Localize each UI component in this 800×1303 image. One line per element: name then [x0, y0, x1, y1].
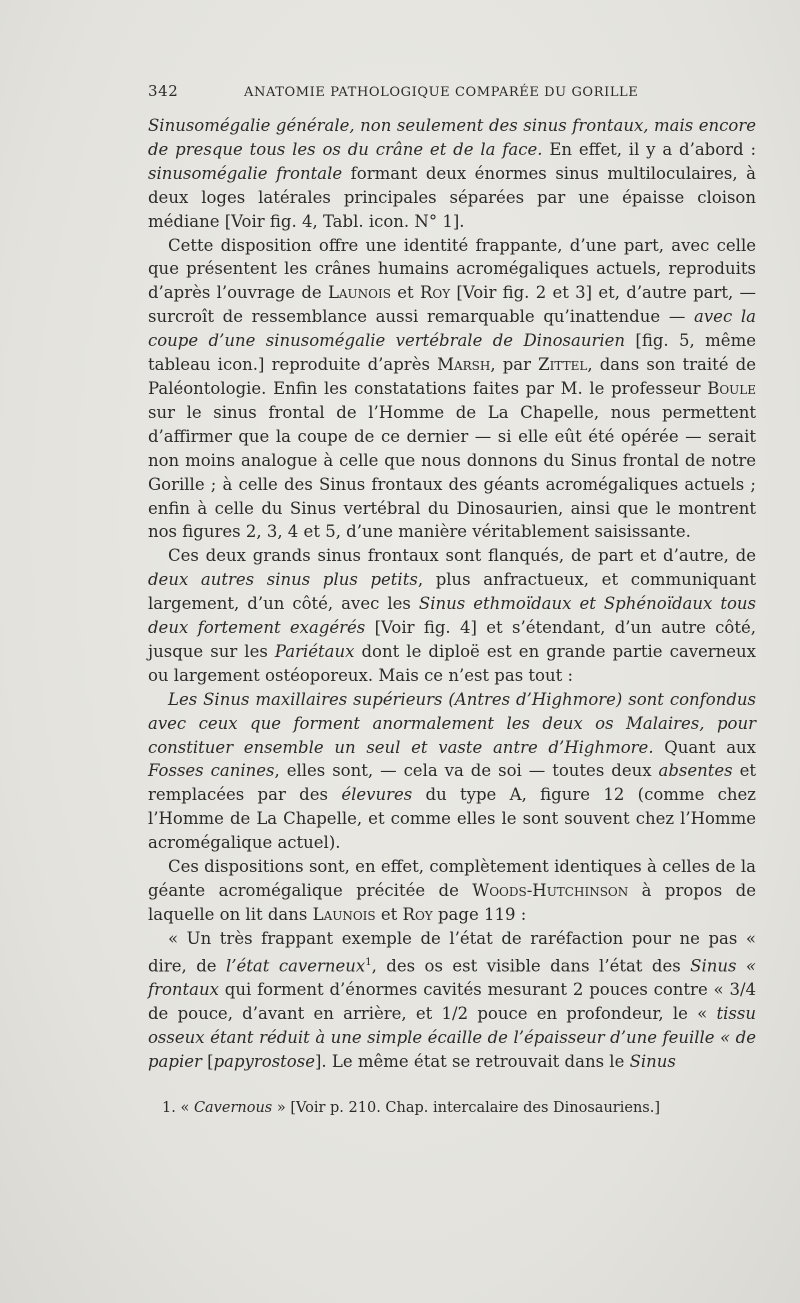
text-span: et [375, 904, 403, 924]
text-span: Sinusomégalie générale, non seulement des sinus frontaux, mais encore de presque tous les os du crâne et de la face. [148, 116, 756, 159]
running-title: ANATOMIE PATHOLOGIQUE COMPARÉE DU GORILLE [244, 85, 639, 100]
text-span: l’état caverneux [225, 956, 366, 976]
text-span: Sinus ethmoïdaux et Sphénoïdaux tous deux fortement exagérés [148, 594, 756, 638]
text-span: Quant aux [653, 737, 756, 757]
text-span: élevures [341, 785, 413, 805]
text-span: Launois [327, 283, 391, 303]
text-span: sur le sinus frontal de l’Homme de La Chapelle, nous permettent d’affirmer que la coupe de ce dernier — si elle eût été opérée — serait non moins analogue à celle que nous donnons du Sinus frontal de notre Gorille ; à celle des Sinus frontaux des géants acromégaliques actuels ; enfin à celle du Sinus vertébral du Dinosaurien, ainsi que le montrent nos figures 2, 3, 4 et 5, d’une manière véritablement saisissante. [148, 402, 756, 542]
paragraph [148, 114, 756, 234]
footnote-ref: 1 [365, 956, 372, 968]
paragraph [148, 234, 756, 545]
text-span: Les Sinus maxillaires supérieurs (Antres d’Highmore) sont confondus avec ceux que forment anormalement les deux os Malaires, pour constituer ensemble un seul et vaste antre d’Highmore. [148, 689, 756, 757]
text-span: ]. Le même état se retrouvait dans le [314, 1051, 630, 1071]
text-span: , plus anfractueux, et communiquant largement, d’un côté, avec les [148, 570, 756, 614]
text-span: à propos de laquelle on lit dans [148, 881, 756, 924]
paragraph [148, 855, 756, 927]
text-span: Sinus [629, 1051, 676, 1071]
text-span: du type A, figure 12 (comme chez l’Homme de La Chapelle, et comme elles le sont souvent chez l’Homme acromégalique actuel). [148, 785, 757, 853]
text-span: formant deux énormes sinus multiloculaires, à deux loges latérales principales séparées par une épaisse cloison médiane [Voir fig. 4, Tabl. icon. N° 1]. [148, 163, 756, 231]
text-span: , elles sont, — cela va de soi — toutes deux [274, 761, 659, 781]
paragraph [148, 927, 756, 1074]
text-span: et [390, 283, 420, 303]
text-span: Ces deux grands sinus frontaux sont flanqués, de part et d’autre, de [168, 546, 756, 566]
text-span: Sinus « frontaux [148, 956, 756, 1000]
text-span: , dans son traité de Paléontologie. Enfin les constatations faites par M. le professeur [148, 355, 757, 398]
text-span: Marsh [437, 355, 491, 375]
text-span: , par [490, 355, 539, 375]
text-span: Roy [419, 283, 451, 303]
paragraph [148, 688, 756, 855]
text-span: deux autres sinus plus petits [148, 570, 418, 590]
text-span: avec la coupe d’une sinusomégalie vertébrale de Dinosaurien [148, 307, 756, 351]
text-span: , des os est visible dans l’état des [371, 956, 691, 976]
body-text [148, 114, 756, 1074]
text-span: Ces dispositions sont, en effet, complètement identiques à celles de la géante acromégalique précitée de [148, 857, 756, 900]
text-span: Zittel [538, 355, 588, 375]
text-span: Pariétaux [274, 641, 355, 661]
text-span: dont le diploë est en grande partie caverneux ou largement ostéoporeux. Mais ce n’est pas tout : [148, 641, 756, 685]
text-span: 1. « [162, 1099, 194, 1116]
text-span: tissu osseux étant réduit à une simple écaille de l’épaisseur d’une feuille « de papier [148, 1004, 756, 1071]
text-span: sinusomégalie frontale [148, 163, 343, 183]
text-span: « Un très frappant exemple de l’état de raréfaction pour ne pas « dire, de [148, 928, 756, 976]
text-span: Roy [402, 904, 433, 924]
text-span: et remplacées par des [148, 761, 756, 805]
text-span: [ [201, 1051, 214, 1071]
text-span: [Voir fig. 4] et s’étendant, d’un autre côté, jusque sur les [148, 618, 756, 661]
running-header [148, 82, 756, 110]
book-page [148, 82, 756, 1118]
text-span: [Voir fig. 2 et 3] et, d’autre part, — surcroît de ressemblance aussi remarquable qu’inattendue — [148, 283, 757, 327]
text-span: » [Voir p. 210. Chap. intercalaire des Dinosauriens.] [272, 1099, 660, 1116]
text-span: Launois [312, 904, 376, 924]
text-span: Woods-Hutchinson [472, 881, 629, 900]
text-span: [fig. 5, même tableau icon.] reproduite d’après [148, 331, 756, 375]
text-span: papyrostose [213, 1051, 315, 1071]
text-span: Boule [707, 378, 756, 398]
text-span: En effet, il y a d’abord : [542, 139, 757, 159]
text-span: qui forment d’énormes cavités mesurant 2 pouces contre « 3/4 de pouce, d’avant en arrière, et 1/2 pouce en profondeur, le « [148, 980, 756, 1024]
text-span: Fosses canines [148, 761, 275, 781]
text-span: page 119 : [432, 904, 527, 924]
page-number: 342 [148, 82, 179, 100]
footnote [148, 1098, 756, 1118]
paragraph [148, 544, 756, 687]
text-span: Cette disposition offre une identité frappante, d’une part, avec celle que présentent les crânes humains acromégaliques actuels, reproduits d’après l’ouvrage de [148, 235, 756, 303]
text-span: absentes [658, 761, 733, 781]
text-span: Cavernous [193, 1099, 273, 1116]
